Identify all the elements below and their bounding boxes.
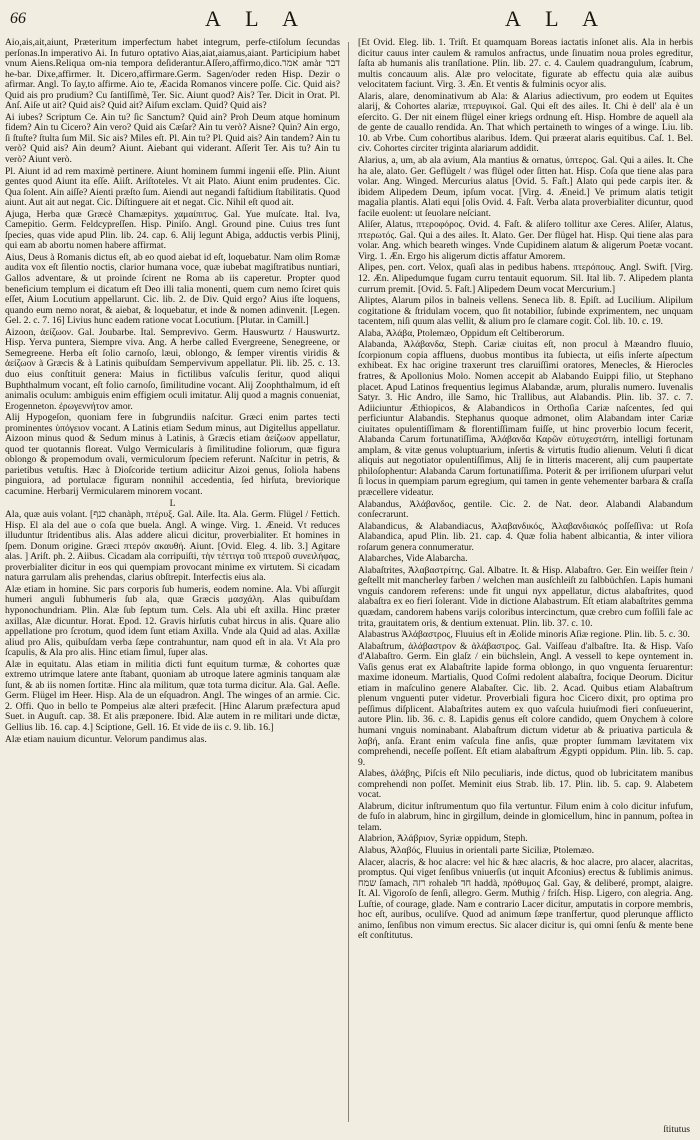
entry-alaba: Alaba, Ἀλάβα, Ptolemæo, Oppidum eſt Celtiberorum. <box>358 327 565 339</box>
entry-alabastrus: Alabastrus Ἀλάβαστρος, Fluuius eſt in Æolide minoris Aſiæ regione. Plin. lib. 5. c. 30. <box>358 629 690 641</box>
entry-alabanda: Alabanda, Ἀλάβανδα, Steph. Cariæ ciuitas eſt, non procul à Mæandro fluuio, ſcorpionum copia affluens, duobus montibus ita ſubiecta, ut eiſis inſerte aſpectum exhibeat. Ex hac origine traxerunt tres claruiſſimi oratores, Menecles, & Hierocles fratres, & Apollonius Molo. Nomen accepit ab Alabando Euippi filio, ut Stephano placet. Apud Latinos frequentius legimus Alabandæ, arum, pluralis numero. Iuvenalis Satyr. 3. Hic Andro, ille Samo, hic Trallibus, aut Alabandis. Plin. lib. 37. c. 7. Adiiciuntur Æthiopicos, & Alabandicos in Orthoſia Cariæ naſcentes, ſed qui perficiuntur Alabandis. Stephanus quoque admonet, olim Alabandam inter Cariæ ciuitates opulentiſſimam & florentiſſimam fuiſſe, ut hinc proverbio locum fecerit, Alabanda Carum fortunatiſſima, Ἀλάβανδα Καρῶν εὐτυχεστάτη, intelligi fortunam amplam, & vitæ genus voluptuarium, inſertis & virtutis ſtudio alienum. Veluti ſi dicat aliquis aut negotiator opulentiſſimus, Alij ſe in litteris macerent, alij cum paupertate philoſophentur: Alabanda Carum fortunatiſſima. Poterit & per irriſionem uſurpari velut ſi locus in quempiam parum egregium, qui tamen in gente vehementer barbara & craſſa præcellere videatur. <box>358 339 693 498</box>
entry-ai-iubes: Ai iubes? Scriptum Ce. Ain tu? ſic Sanctum? Quid ain? Proh Deum atque hominum fidem? Ain tu Cicero? Ain vero? Quid ais Cæſar? Ain tu verò? Aisne? Quin? Ain ergo, ſi ſtuſte? ſtulta ſum Mil. Sic ais? Miles eſt. Pl. Ain tu? Pl. Quid ais? Ain tandem? Ain tu verò? Quid ais? Ain deum? Aiunt. Aiebant qui viderant. Aſſerit Ter. Ais tu? Ain tu verò? Aiunt verò. <box>5 111 340 166</box>
running-head-right: A L A <box>505 6 608 31</box>
entry-alabrum: Alabrum, dicitur inſtrumentum quo fila vertuntur. Filum enim à colo dicitur infufum, de fuſo in alabrum, hinc in girgillum, deinde in glomicellum, hinc in pannum, poſtea in telam. <box>358 800 693 833</box>
entry-alarius: Alarius, a, um, ab ala avium, Ala mantius & ornatus, ὑπτερος. Gal. Qui a ailes. It. Che ha ale, alato. Ger. Geflügelt / was flügel oder ſitten hat. Hisp. Coſa que tiene alas para volar. Ang. Winged. Mercurius alatus [Ovid. 5. Faſt.] Alato qui pede carpis iter. & ibidem Alipedem Deum, ipſum vocat. [Virg. 4. Æneid.] Ve primum alatis tetigit magalia plantis. Alati equi [olis Ovid. 4. Faſt. Verba alata proverbialiter dicuntur, quod facile euolent: ut ſeuolare neſciant. <box>358 155 693 219</box>
entry-ala-continued: [Et Ovid. Eleg. lib. 1. Triſt. Et quamquam Boreas iactatis inſonet alis. Ala in herbis dicitur cauus inter caulem & ramulos anfractus, unde ſinuatim noua proles egreditur, ſaſta ab humanis alis tranſlatione. Plin. lib. 27. c. 4. Caulem quadrangulum, ſcabrum, multis concauum alis. Alæ pro velocitate, figurate ab effectu quia alæ auibus velocitatem faciunt. Virg. 3. Æn. Et ventis & fulminis ocyor alis. <box>358 38 693 91</box>
entry-alaris: Alaris, alare, denominativum ab Ala: & Alarius adiectivum, pro eodem ut Equites alarij, & Cohortes alariæ, πτερυγικοί. Gal. Qui eſt des ailes. It. Chi è dell' ala è un eſercito. G. Der nit einem flügel einer kriegs ordnung eſt. Hisp. Hombre de aquell ala de gente de cauallo rendida. An. That which pertaineth to winges of a winge. Liu. lib. 10. ab Vrbe. Cum cohortibus alaribus. Idem. Qui præerat alaris equitibus. Caſ. 1. Bel. civ. Cohortes circiter triginta alariarum addidit. <box>358 90 693 155</box>
column-divider <box>348 42 349 1122</box>
entry-aizoon-minus: Alij Hypogeſon, quoniam fere in ſubgrundiis naſcitur. Græci enim partes tecti prominentes ὑπόγειον vocant. A Latinis etiam Sedum minus, aut Digitellus appellatur. Aizoon minus quod & Sedum minus à Latinis, à Græcis etiam ἀείζωον appellatur, quod ter quotannis floreat. Vulgo Vermicularis à ſimilitudine foliorum, quæ figura oblongo & propemodum ovali, vermiculorum ſpeciem referunt. Naſcitur in petris, & parietibus vetuſtis. Hæc à Dioſcoride tertium adiicitur Aizoi genus, ſoliola habens pinguiora, ad portulacæ figuram nonnihil accedentia, ſed hirſuta, breviorique cacumine. Herbarij Vermicularem minorem vocant. <box>5 412 340 497</box>
entry-alabastrites: Alabaſtrites, Ἀλαβαστρίτης. Gal. Albatre. It. & Hisp. Alabaſtro. Ger. Ein weiſſer ſtein / geſtellt mit mancherley farben / welchen man ausſchleiſt zu ſalbbüchſen. Lapis humani vnguis candorem referens: unde fit ungui nyx appellatur, dictus alabaſtrites, quod alabaſtra ex eo fieri ſolerant. Vide in dictione Alabastrum. Eſt etiam alabaſtrites gemma quædam, candorem habens varijs coloribus intercinctum, quæ crebro cum foſſili fale ac trita, grauitatem oris, & dentium extenuat. Plin. lib. 37. c. 10. <box>358 564 693 629</box>
entry-alabus: Alabus, Ἀλαβός, Fluuius in orientali parte Siciliæ, Ptolemæo. <box>358 845 595 857</box>
page-number: 66 <box>10 10 26 27</box>
page-header <box>0 0 700 40</box>
entry-alabandicus: Alabandicus, & Alabandiacus, Ἀλαβανδικός, Ἀλαβανδιακός poſſeſſiva: ut Roſa Alabandica, apud Plin. lib. 21. cap. 4. Quæ folia habent albicantia, & inter viliora roſarum genera connumeratur. <box>358 520 693 553</box>
entry-ala-equitatu: Alæ in equitatu. Alas etiam in militia dicti funt equitum turmæ, & cohortes quæ extremo utrimque latere ante ſtabant, quoniam ab utroque latere agminis tanquam alæ ſunt, & ab iis nomen ſortitæ. Hinc ala militum, quæ tota turma dicitur. Ala. Gal. Aeſle. Germ. Flügel im Heer. Hisp. Ala de un eſquadron. Angl. The winges of an armie. Cic. 2. Offi. Quo in bello te Pompeius alæ alteri præfecit. [Hinc Alarum præfectura apud Suet. in Auguſt. cap. 38. Et alis præponere. Ibid. Alæ autem in re militari unde dictæ, Gellius lib. 16. cap. 4.] Sciptione, Gell. 16. Et vide de iis c. 9. lib. 16.] <box>5 658 340 733</box>
entry-alabastrum: Alabaſtrum, ἀλάβαστρον & ἀλάβαστρος. Gal. Vaiſſeau d'albaſtre. Ita. & Hisp. Vaſo d'Alabaſtro. Germ. Ein glaſz / ein büchslein, Angl. A vessell to kepe oyntement in. Vaſis genus erat ex Alabaſtrite lapide forma oblongo, in quo vnguenta ſeruarentur: maxime idoneum. Martialis, Quod Coſmi redolent alabaſtra, focique Deorum. Dicitur etiam in maſculino genere Alabaſter. Cic. lib. 2. Acad. Quibus etiam Alabaſtrum plenum vnguenti puter videtur. Proverbiali figura hoc Cicero dixit, pro optima pro peſſimus diſplicent. Alabaſtrites autem ex quo vaſcula huiuſmodi fieri conſueuerint, autore Plin. lib. 36. c. 8. Lapidis genus eſt colore candido, quem Onychem à colore humani vnguis nominabant. Alabaſtrum dictum videtur ab & priuativa particula & λαβή, anſa. Erant enim vaſcula fine anſis, quæ propter ſummam lævitatem vix comprehendi, neceſſe poſſent. Eſt etiam alabaſtrum Ægypti oppidum. Plin. lib. 5. cap. 9. <box>358 640 693 768</box>
entry-alabes: Alabes, ἀλάβης, Piſcis eſt Nilo peculiaris, inde dictus, quod ob lubricitatem manibus comprehendi non poſſet. Meminit eius Strab. lib. 17. Plin. lib. 5. cap. 9. Alabetem vocat. <box>358 768 693 801</box>
entry-ala-homine: Alæ etiam in homine. Sic pars corporis ſub humeris, eodem nomine. Ala. Vbi aſſurgit humeri anguli ſubhumeris ſub ala, quæ Græcis μασχάλη. Alas quibuſdam hyponochundriam. Plin. Alæ ſub ſeptum tum. Cels. Ala ubi eſt axilla. Hinc præter axillas, Alæ dicuntur. Horat. Epod. 12. Gravis hirſutis cubat hircus in alis. Quare alio appellatione pro ſcrotum, quod idem ſunt etiam Axilla. Vnde ala Quid ad alas. Axillæ aliud pro Alis, quibuſdam verba ſæpe contrahuntur, nam quod eſt in ala. Vt Ala pro ſcapulis, & Ala pro alis. Hinc etiam ſimul, ſuper alas. <box>5 583 340 659</box>
entry-ala: Ala, quæ auis volant. [כנף chanàph, πτέρυξ. Gal. Aile. Ita. Ala. Germ. Flügel / Fettich. Hisp. El ala del aue o coſa que buela. Angl. A winge. Virg. 1. Æneid. Vt reduces illuduntur ſtridentibus alis. Alas addere alicui dicitur, proverbialiter. Et homines in ſpem. Donum origine. Græci πτερόν ακαυθή. Aiunt. [Ovid. Eleg. 4. lib. 3.] Agitare alas. ] Ariſt. ph. 2. Aiibus. Cicadam ala corripuiſti, τὴν τέττιγα τοῦ πτεροῦ συνειλήφας, proverbialiter dicitur in eos qui quempiam provocant minime ex virtutem. Si cicadam natura garrulam alis prehendas, clarius obſtrepit. Interfectis eius ala. <box>5 509 340 584</box>
entry-alabandus: Alabandus, Ἀλάβανδος, gentile. Cic. 2. de Nat. deor. Alabandi Alabandum conſecrarunt. <box>358 498 693 521</box>
entry-ajuga: Ajuga, Herba quæ Græcè Chamæpitys. χαμαίπιτυς. Gal. Yue muſcate. Ital. Iva, Camepitio. Germ. Feldcypreſſen. Hisp. Piniſo. Angl. Ground pine. Cuius tres ſunt ſpecies, quas vide apud Plin. lib. 24. cap. 6. Alij legunt Abiga, adductis verbis Plinij, qui eam ab abortu nomen habere affirmat. <box>5 208 340 252</box>
left-column <box>5 38 340 1130</box>
entry-aliser: Aliſer, Alatus, πτεροφόρος. Ovid. 4. Faſt. & aliſero tollitur axe Ceres. Aliſer, Alatus, πτερωτός. Gal. Qui a des ailes. It. Alato. Ger. Der flügel hat. Hisp. Qui tiene alas para volar. Ang. which beareth winges. Vnde Cupidinem alatum & aligerum Poetæ vocant. Virg. 1. Æn. Ergo his aligerum dictis affatur Amorem. <box>358 219 693 262</box>
entry-aliptes: Aliptes, Alarum pilos in balneis vellens. Seneca lib. 8. Epiſt. ad Lucilium. Alipilum cogitatione & ſtridulam vocem, quo ſit notabilior, ſubinde exprimentem, nec unquam tacentem, niſi quum alas vellit, & alium pro ſe clamare cogit. Col. lib. 10. c. 19. <box>358 295 693 328</box>
entry-alacer: Alacer, alacris, & hoc alacre: vel hic & hæc alacris, & hoc alacre, pro alacer, alacritas, promptus. Qui viget ſenſibus vniuerſis (ut inquit Afconius) erectus & ſublimis animus. שמח ſamach, רזה rohaleb חד haddà, πρόθυμος Gal. Gay, & deliberé, prompt, alaigre. It. Al. Vigoroſo de ſenſi, allegro. Germ. Muthig / friſch. Hisp. Ligero, con alegria. Ang. Luſtie, of courage, glade. Nam e contrario Lacer dicitur, amputatis in corpore membris, hoc eſt, auribus, oculiſve. Quod ad animum ſæpe tranſfertur, quod plerunque afflicto animo, ſenſibus non vimum erectus. Sic alacer dicitur is, qui omni ſenſu & mente bene eſt conſtitutus. <box>358 856 693 942</box>
entry-aiunt: Pl. Aiunt id ad rem maximè pertinere. Aiunt hominem ſummi ingenii eſſe. Plin. Aiunt gentes quod Aiunt ita eſſe. Aiiſt. Ariſtoteles. Vt ait Plato. Aiunt enim prudentes. Cic. Qua ſolent. Ain aiſſe? Aienti præſto ſum. Aiendi aut negandi faſtidium ſtabilitatis. Quod aiunt. Aut ait aut negat. Cic. Diſtinguere ait et negat. Cic. Nihil eſt quod ait. <box>5 165 340 209</box>
entry-aio: Aio,ais,ait,aiunt, Præteritum imperfectum habet integrum, perfe-ctiſolum ſecundas perſonas.In imperativo Ai. In futuro optativo Aias,aiat,aiamus,aiant. Participium habet vnum Aiens.Reliqua om-nia tempora deſiderantur.Aſſero,affirmo,dico.אמר amàr דבר he-bar. Dixe,affirmer. It. Dicero,affirmare.Germ. Sagen/oder reden Hisp. Dezir o afirmar. Angl. To ſay,to aſfirme. Aio te, Æacida Romanos vincere poſſe. Cic. Quid ais? Quid ais pro prudium? Cu ſantiſſimè, Ter. Sic. Aiunt quod? Ais? Ter. Dicit in Orat. Pl. Anſ. Aiſe ut ait? Quid ais? Quid ait? Aiſum exclam. Quid? Quid ais? <box>5 38 340 112</box>
entry-aius: Aius, Deus à Romanis dictus eſt, ab eo quod aiebat id eſt, loquebatur. Nam olim Romæ audita vox eſt ſilentio noctis, clarior humana voce, quæ iubebat magiſtratibus nuntiari, Gallos adventare, & ut proinde ſcirent ne Roma ab iis caperetur. Propter quod beneficium templum ei dicatum eſt Deo illi talia monenti, quem cum nemo ſciret quis eſſet, Aium Locutium appellarunt. Cic. lib. 2. de Div. Quid ergo? Aius iſte loquens, quando eum nemo norat, & aiebat, & loquebatur, et inde & nomen adinvenit. [Legen. Gel. 2. c. 7. 16] Livius hunc eadem ratione vocat Locutium. [Plutar. in Camill.] <box>5 251 340 327</box>
catchword: ſtitutus <box>663 1124 690 1135</box>
entry-aizoon: Aizoon, ἀείζωον. Gal. Joubarbe. Ital. Semprevivo. Germ. Hauswurtz / Hauswurtz. Hisp. Yerva puntera, Siempre viva. Ang. A herbe called Evergreene, Senegreene, or Semegreene. Herba eſt ſolio carnoſo, læui, oblongo, & ſemper virentis viridis & ἀείζωον à Græcis & à Latinis quibuſdam Sempervivum appellatur. Pli. lib. 25. c. 13. duo eius conſtituit genera: Maius in fictilibus vaſculis ſeritur, quod aliqui Buphthalmum vocant, eſt folio carnoſo, ſimilitudine vocant. Alij Zoophthalmum, id eſt animalis oculum: ambiguis enim effigiem oculi imitatur. Alij quod a magnis conueniat, Erogenneton. ἐρωγεννήτον amor. <box>5 326 340 412</box>
running-head-left: A L A <box>205 6 308 31</box>
entry-alipes: Alipes, pen. cort. Velox, quaſi alas in pedibus habens. πτερόπους. Angl. Swift. [Virg. 12. Æn. Alipedumque fugam curru tentauit equorum. Sil. Ital lib. 7. Alipedem planta currum premit. [Ovid. 5. Faſt.] Alipedem Deum vocat Mercurium.] <box>358 262 693 295</box>
entry-alabrion: Alabrion, Ἀλάβριον, Syriæ oppidum, Steph. <box>358 833 528 845</box>
entry-alabarches: Alabarches, Vide Alabarcha. <box>358 553 468 565</box>
section-marker: L <box>169 497 176 509</box>
entry-ala-nauium: Alæ etiam nauium dicuntur. Velorum pandimus alas. <box>5 733 207 745</box>
right-column <box>358 38 693 1130</box>
